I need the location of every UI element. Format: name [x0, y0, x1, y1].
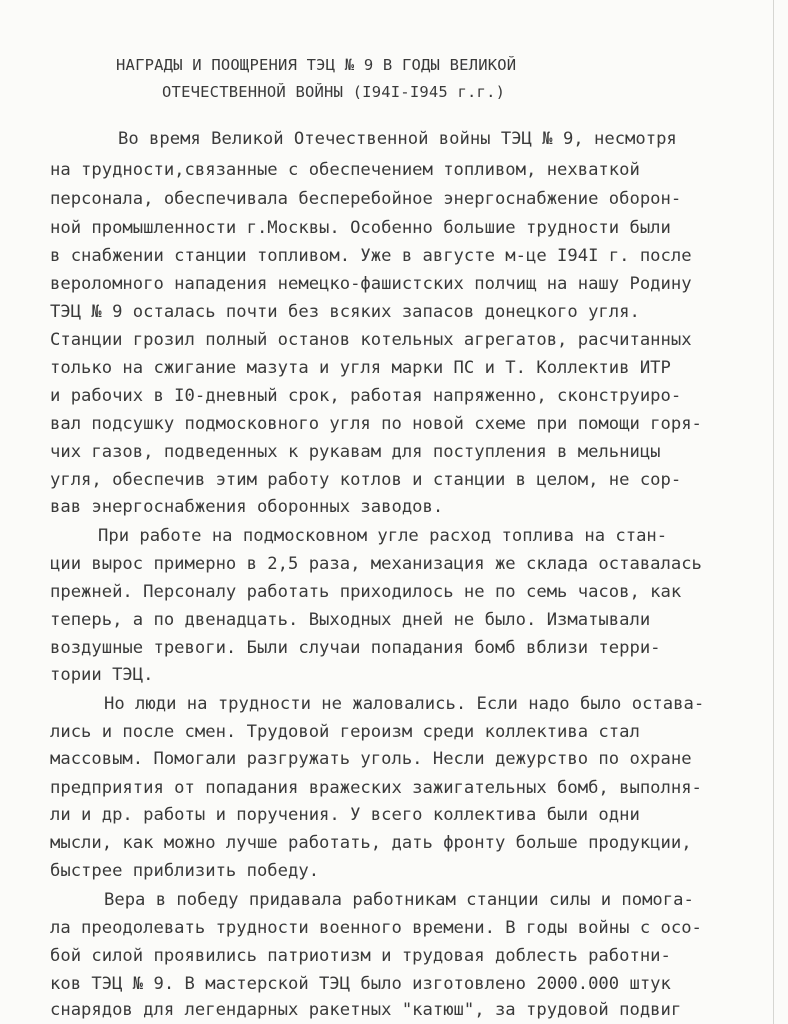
text-line: только на сжигание мазута и угля марки ПС и Т. Коллектив ИТР	[50, 358, 671, 378]
text-line: воздушные тревоги. Были случаи попадания бомб вблизи терри-	[50, 638, 661, 658]
text-line: тории ТЭЦ.	[50, 665, 154, 685]
text-line: Но люди на трудности не жаловались. Если надо было остава-	[104, 694, 705, 714]
text-line: ной промышленности г.Москвы. Особенно большие трудности были	[50, 218, 671, 238]
text-line: быстрее приблизить победу.	[50, 861, 320, 881]
text-line: ции вырос примерно в 2,5 раза, механизация же склада оставалась	[50, 554, 702, 574]
text-line: вав энергоснабжения оборонных заводов.	[50, 497, 444, 517]
text-line: ТЭЦ № 9 осталась почти без всяких запасов донецкого угля.	[50, 302, 640, 322]
text-line: ков ТЭЦ № 9. В мастерской ТЭЦ было изготовлено 2000.000 штук	[50, 974, 671, 994]
text-line: угля, обеспечив этим работу котлов и станции в целом, не сор-	[50, 470, 682, 490]
text-line: предприятия от попадания вражеских зажигательных бомб, выполня-	[50, 778, 702, 798]
text-line: Вера в победу придавала работникам станции силы и помога-	[104, 890, 694, 910]
text-line: Станции грозил полный останов котельных агрегатов, расчитанных	[50, 330, 692, 350]
text-line: прежней. Персоналу работать приходилось не по семь часов, как	[50, 582, 682, 602]
text-line: в снабжении станции топливом. Уже в августе м-це I94I г. после	[50, 246, 692, 266]
text-line: снарядов для легендарных ракетных "катюш", за трудовой подвиг	[50, 1000, 682, 1020]
title-line-2: ОТЕЧЕСТВЕННОЙ ВОЙНЫ (I94I-I945 г.г.)	[162, 83, 506, 101]
page-edge	[773, 0, 774, 1024]
text-line: теперь, а по двенадцать. Выходных дней не было. Изматывали	[50, 610, 651, 630]
text-line: массовым. Помогали разгружать уголь. Несли дежурство по охране	[50, 749, 692, 769]
text-line: ли и др. работы и поручения. У всего коллектива были одни	[50, 805, 640, 825]
text-line: ла преодолевать трудности военного времени. В годы войны с осо-	[50, 918, 702, 938]
text-line: на трудности,связанные с обеспечением топливом, нехваткой	[50, 160, 640, 180]
text-line: Во время Великой Отечественной войны ТЭЦ № 9, несмотря	[118, 129, 677, 149]
text-line: бой силой проявились патриотизм и трудовая доблесть работни-	[50, 946, 671, 966]
text-line: вероломного нападения немецко-фашистских полчищ на нашу Родину	[50, 274, 692, 294]
title-line-1: НАГРАДЫ И ПООЩРЕНИЯ ТЭЦ № 9 В ГОДЫ ВЕЛИКОЙ	[116, 56, 517, 74]
text-line: персонала, обеспечивала бесперебойное энергоснабжение оборон-	[50, 189, 682, 209]
text-line: чих газов, подведенных к рукавам для поступления в мельницы	[50, 442, 661, 462]
text-line: При работе на подмосковном угле расход топлива на стан-	[98, 526, 668, 546]
text-line: вал подсушку подмосковного угля по новой схеме при помощи горя-	[50, 414, 702, 434]
text-line: мысли, как можно лучше работать, дать фронту больше продукции,	[50, 833, 692, 853]
document-title	[116, 52, 516, 106]
text-line: лись и после смен. Трудовой героизм среди коллектива стал	[50, 722, 640, 742]
text-line: и рабочих в I0-дневный срок, работая напряженно, сконструиро-	[50, 386, 682, 406]
